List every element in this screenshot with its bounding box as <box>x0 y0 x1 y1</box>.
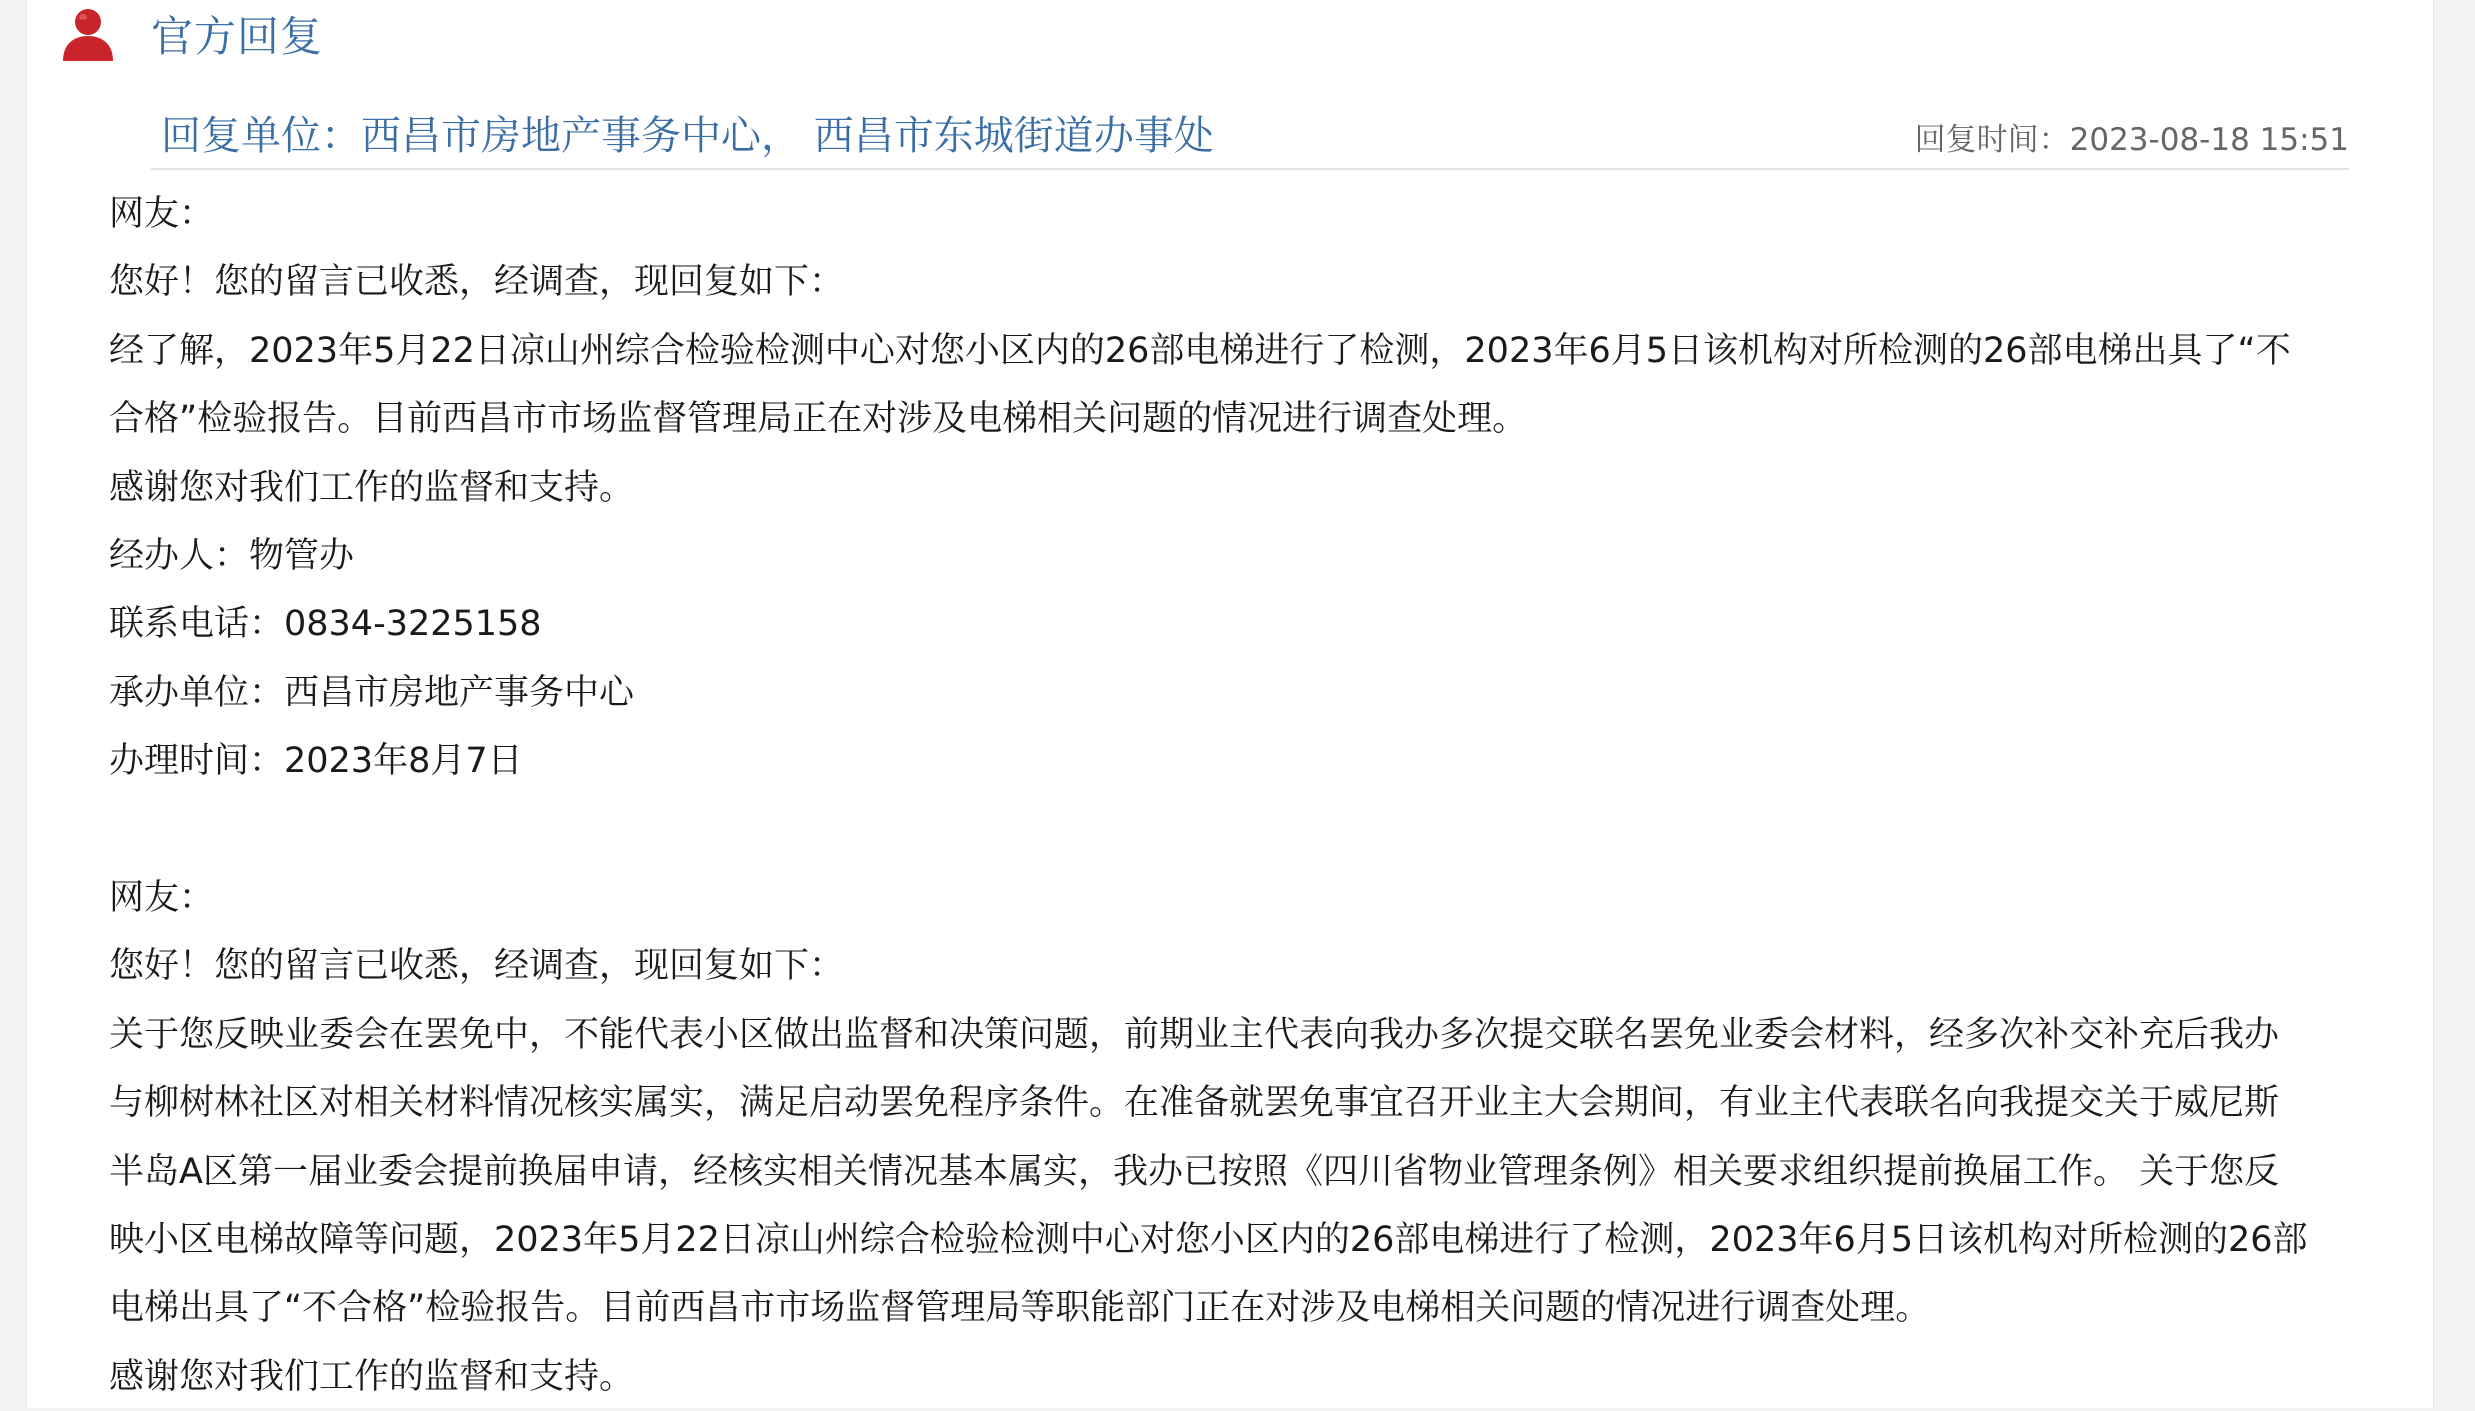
reply-2-body-line: 关于您反映业委会在罢免中，不能代表小区做出监督和决策问题，前期业主代表向我办多次提交联名罢免业委会材料，经多次补交补充后我办 <box>109 1014 2280 1055</box>
user-icon <box>59 5 117 63</box>
reply-2-intro: 您好！您的留言已收悉，经调查，现回复如下： <box>109 946 845 987</box>
reply-1-date: 办理时间：2023年8月7日 <box>109 741 523 782</box>
official-reply-panel <box>26 0 2434 1408</box>
reply-2-body-line: 与柳树林社区对相关材料情况核实属实，满足启动罢免程序条件。在准备就罢免事宜召开业主大会期间，有业主代表联名向我提交关于威尼斯 <box>109 1083 2280 1124</box>
section-header <box>59 4 323 64</box>
reply-time: 回复时间：2023-08-18 15:51 <box>1914 122 2349 158</box>
reply-2-body-line: 半岛A区第一届业委会提前换届申请，经核实相关情况基本属实，我办已按照《四川省物业管理条例》相关要求组织提前换届工作。 关于您反 <box>109 1151 2280 1192</box>
reply-header <box>151 96 2349 170</box>
spacer <box>109 796 2419 864</box>
reply-1-handler: 经办人：物管办 <box>109 536 355 577</box>
reply-unit: 回复单位：西昌市房地产事务中心， 西昌市东城街道办事处 <box>161 113 1214 159</box>
reply-1-greeting: 网友： <box>109 194 215 234</box>
reply-1-department: 承办单位：西昌市房地产事务中心 <box>109 672 635 713</box>
reply-1-body-line: 经了解，2023年5月22日凉山州综合检验检测中心对您小区内的26部电梯进行了检测，2023年6月5日该机构对所检测的26部电梯出具了“不 <box>109 330 2291 371</box>
reply-1-phone: 联系电话：0834-3225158 <box>109 604 542 645</box>
reply-1-body-line: 合格”检验报告。目前西昌市市场监督管理局正在对涉及电梯相关问题的情况进行调查处理。 <box>109 399 1528 440</box>
reply-2-body-line: 电梯出具了“不合格”检验报告。目前西昌市市场监督管理局等职能部门正在对涉及电梯相关问题的情况进行调查处理。 <box>109 1288 1931 1329</box>
reply-2-thanks: 感谢您对我们工作的监督和支持。 <box>109 1356 635 1397</box>
reply-2-body-line: 映小区电梯故障等问题，2023年5月22日凉山州综合检验检测中心对您小区内的26部电梯进行了检测，2023年6月5日该机构对所检测的26部 <box>109 1220 2308 1261</box>
reply-2-greeting: 网友： <box>109 878 215 919</box>
section-title: 官方回复 <box>151 12 324 61</box>
reply-1-intro: 您好！您的留言已收悉，经调查，现回复如下： <box>109 262 845 303</box>
reply-1-thanks: 感谢您对我们工作的监督和支持。 <box>109 467 635 508</box>
reply-content <box>109 180 2419 1411</box>
